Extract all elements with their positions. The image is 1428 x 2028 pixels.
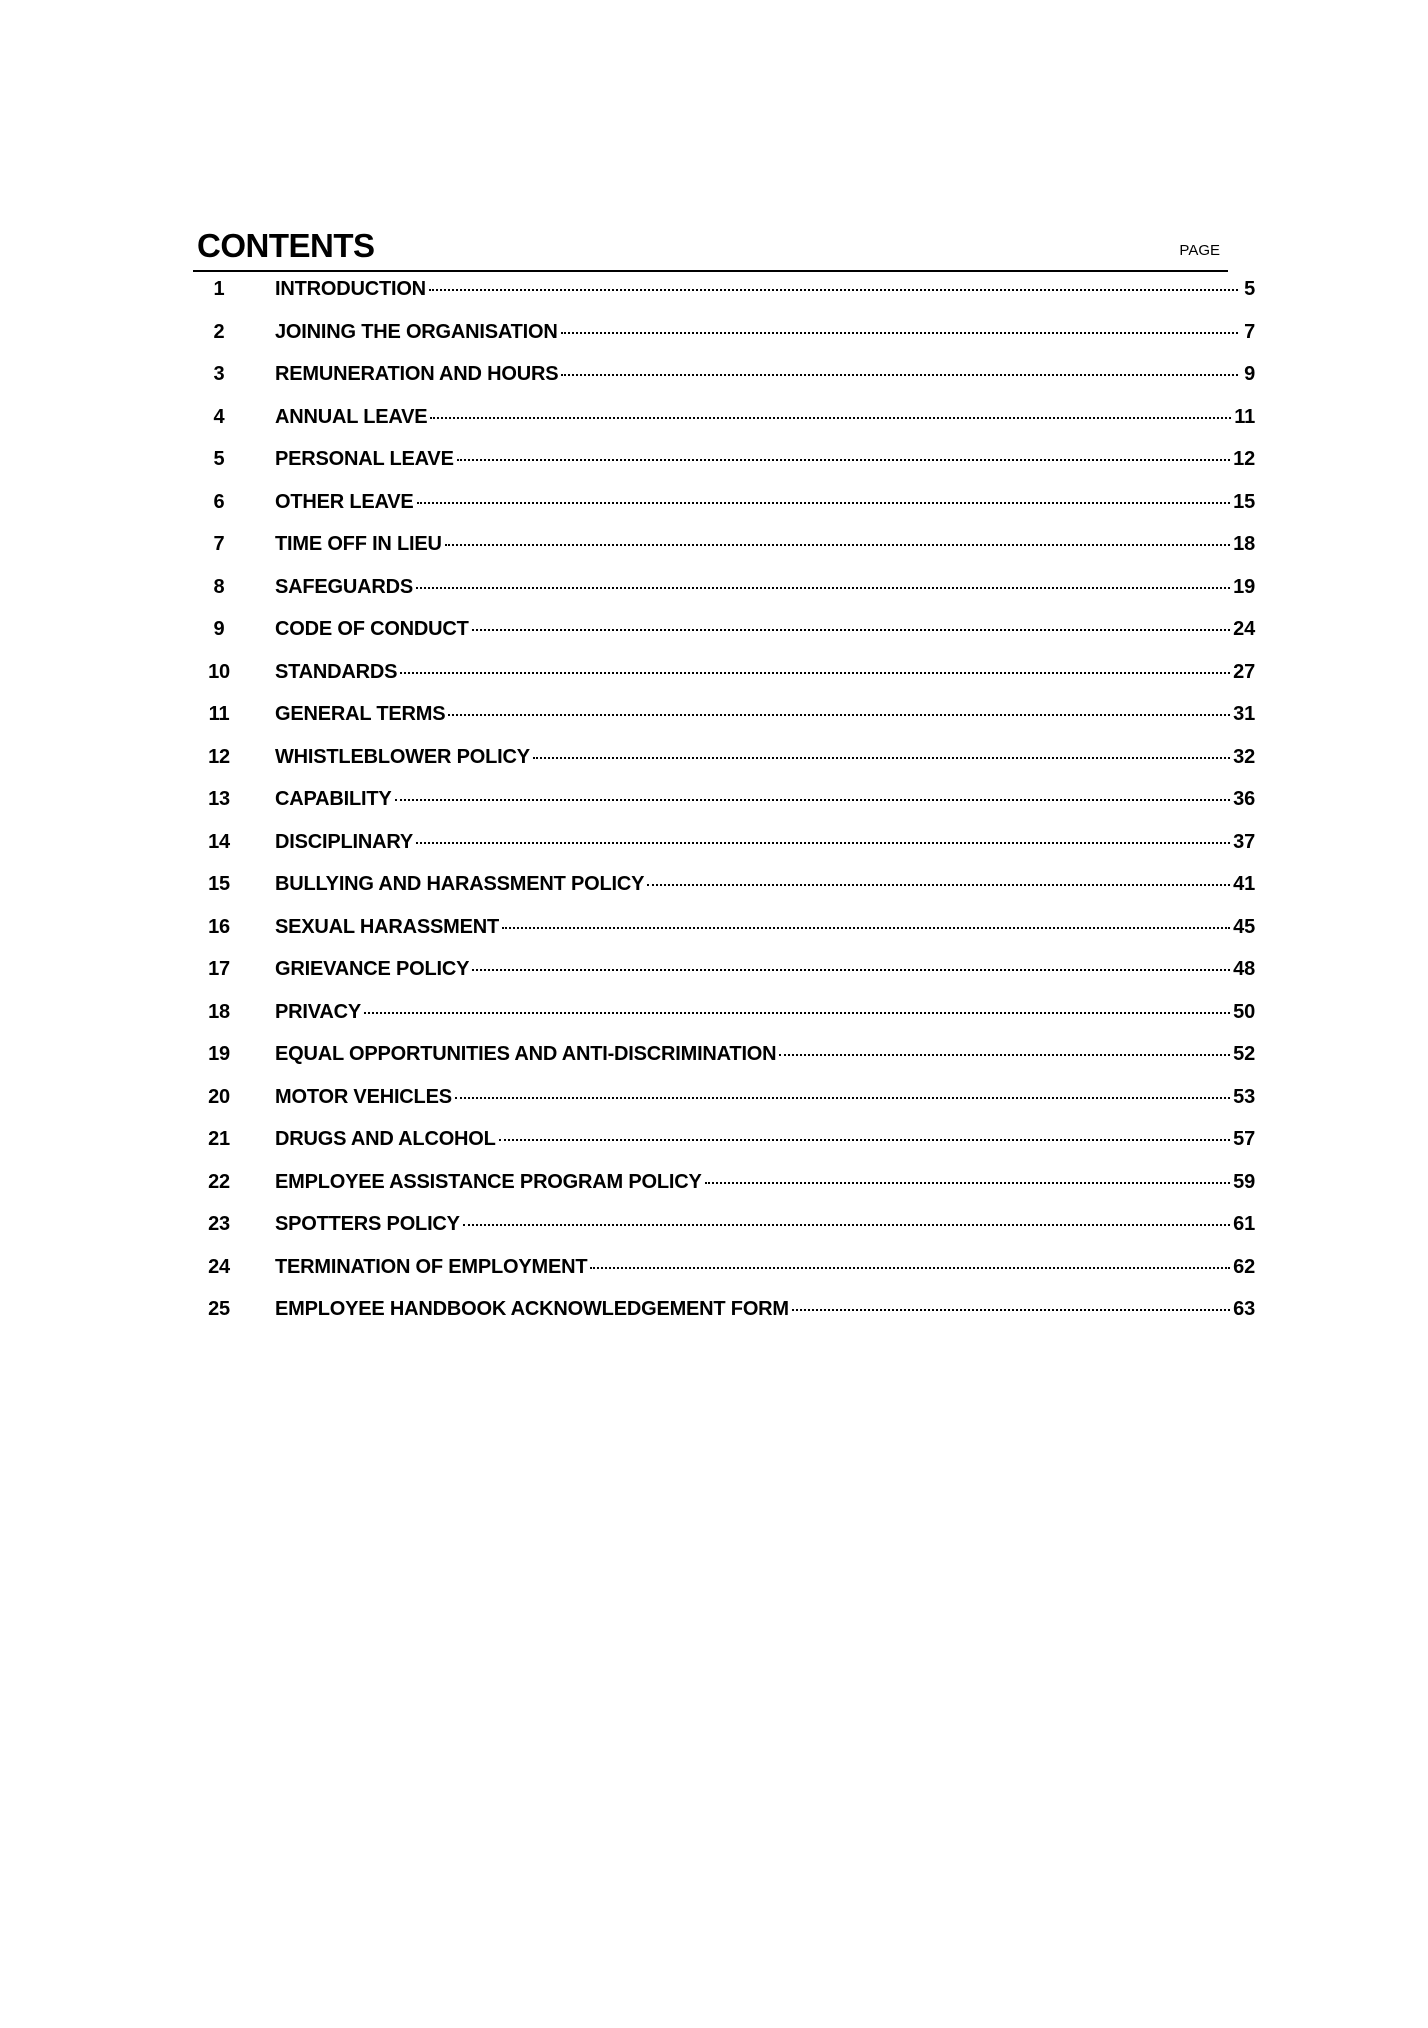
toc-entry-page-number[interactable]: 50 [1233,1000,1255,1023]
toc-entry-page-number[interactable]: 5 [1244,278,1255,300]
toc-entry-page-number[interactable]: 45 [1233,915,1255,938]
toc-entry[interactable] [193,445,1255,488]
toc-entry[interactable] [193,488,1255,531]
toc-entry-title[interactable]: TERMINATION OF EMPLOYMENT [275,1255,588,1278]
toc-entry[interactable] [193,1253,1255,1296]
toc-entry-title[interactable]: STANDARDS [275,660,398,683]
toc-entry[interactable] [193,530,1255,573]
toc-entry-page-number[interactable]: 37 [1233,830,1255,853]
toc-entry-page-number[interactable]: 57 [1233,1128,1255,1150]
toc-entry-number: 21 [208,1128,230,1150]
dot-leader [499,1138,1230,1141]
toc-entry-title[interactable]: PERSONAL LEAVE [275,448,454,470]
toc-entry-number: 17 [208,958,230,980]
toc-entry[interactable] [193,573,1255,616]
toc-entry[interactable] [193,658,1255,701]
toc-entry-page-number[interactable]: 18 [1233,533,1255,555]
toc-entry-number: 16 [208,915,230,938]
toc-entry-page-number[interactable]: 62 [1233,1255,1255,1278]
toc-entry-page-number[interactable]: 36 [1233,788,1255,810]
toc-entry[interactable] [193,1083,1255,1126]
toc-entry-number: 5 [213,448,225,470]
toc-entry-page-number[interactable]: 41 [1233,873,1255,895]
toc-entry[interactable] [193,913,1255,956]
dot-leader [364,1011,1230,1014]
toc-entry-title[interactable]: SPOTTERS POLICY [275,1213,460,1235]
dot-leader [779,1053,1230,1056]
toc-entry-title[interactable]: CODE OF CONDUCT [275,618,469,640]
dot-leader [533,756,1230,759]
toc-entry-title[interactable]: EMPLOYEE HANDBOOK ACKNOWLEDGEMENT FORM [275,1298,789,1320]
toc-entry-page-number[interactable]: 53 [1233,1085,1255,1108]
table-of-contents [193,275,1255,1338]
toc-entry-number: 9 [213,618,225,640]
toc-entry-title[interactable]: PRIVACY [275,1000,362,1023]
toc-entry[interactable] [193,870,1255,913]
dot-leader [792,1308,1230,1311]
toc-entry-number: 23 [208,1213,230,1235]
toc-entry-number: 7 [213,533,225,555]
toc-entry[interactable] [193,1210,1255,1253]
toc-entry-title[interactable]: GENERAL TERMS [275,703,446,725]
toc-entry-title[interactable]: GRIEVANCE POLICY [275,958,470,980]
dot-leader [561,373,1238,376]
toc-entry-page-number[interactable]: 19 [1233,575,1255,598]
toc-entry-number: 14 [208,830,230,853]
toc-entry-page-number[interactable]: 61 [1233,1213,1255,1235]
dot-leader [448,713,1230,716]
toc-entry-number: 15 [208,873,230,895]
toc-entry-number: 13 [208,788,230,810]
toc-entry-number: 3 [213,363,225,385]
dot-leader [445,543,1230,546]
toc-entry-page-number[interactable]: 24 [1233,618,1255,640]
toc-entry[interactable] [193,1125,1255,1168]
dot-leader [400,671,1230,674]
toc-entry-title[interactable]: SAFEGUARDS [275,575,414,598]
toc-entry-title[interactable]: REMUNERATION AND HOURS [275,363,559,385]
dot-leader [472,628,1230,631]
toc-entry-number: 4 [213,405,225,428]
dot-leader [455,1096,1230,1099]
dot-leader [416,586,1230,589]
toc-entry-title[interactable]: CAPABILITY [275,788,392,810]
toc-entry-title[interactable]: DISCIPLINARY [275,830,413,853]
toc-entry-page-number[interactable]: 63 [1233,1298,1255,1320]
toc-entry-number: 24 [208,1255,230,1278]
toc-entry-title[interactable]: INTRODUCTION [275,278,426,300]
toc-entry-number: 18 [208,1000,230,1023]
dot-leader [416,841,1230,844]
page-title: CONTENTS [197,227,375,264]
toc-entry-page-number[interactable]: 11 [1234,405,1255,428]
toc-entry[interactable] [193,403,1255,446]
toc-entry-page-number[interactable]: 15 [1233,490,1255,513]
toc-entry-title[interactable]: WHISTLEBLOWER POLICY [275,745,530,768]
toc-entry-number: 12 [208,745,230,768]
toc-entry-page-number[interactable]: 59 [1233,1170,1255,1193]
toc-entry[interactable] [193,275,1255,318]
toc-entry[interactable] [193,743,1255,786]
dot-leader [561,331,1238,334]
dot-leader [429,288,1238,291]
toc-entry-number: 20 [208,1085,230,1108]
toc-entry[interactable] [193,360,1255,403]
toc-entry-number: 22 [208,1170,230,1193]
toc-entry-title[interactable]: OTHER LEAVE [275,490,414,513]
toc-entry-number: 10 [208,660,230,683]
toc-entry[interactable] [193,828,1255,871]
toc-entry-number: 8 [213,575,225,598]
toc-entry[interactable] [193,785,1255,828]
toc-entry-page-number[interactable]: 7 [1244,320,1255,343]
toc-entry-page-number[interactable]: 48 [1233,958,1255,980]
toc-entry-title[interactable]: DRUGS AND ALCOHOL [275,1128,496,1150]
toc-entry-title[interactable]: ANNUAL LEAVE [275,405,428,428]
toc-entry-page-number[interactable]: 9 [1244,363,1255,385]
toc-entry-page-number[interactable]: 52 [1233,1043,1255,1065]
dot-leader [472,968,1230,971]
toc-entry-number: 19 [208,1043,230,1065]
toc-entry-number: 1 [213,278,225,300]
toc-entry[interactable] [193,700,1255,743]
dot-leader [395,798,1231,801]
toc-entry-page-number[interactable]: 32 [1233,745,1255,768]
toc-entry-title[interactable]: MOTOR VEHICLES [275,1085,452,1108]
toc-entry-page-number[interactable]: 12 [1233,448,1255,470]
toc-entry-number: 6 [213,490,225,513]
toc-entry-number: 11 [208,703,230,725]
toc-entry-title[interactable]: EQUAL OPPORTUNITIES AND ANTI-DISCRIMINATION [275,1043,777,1065]
toc-entry-number: 25 [208,1298,230,1320]
dot-leader [430,416,1231,419]
toc-entry[interactable] [193,615,1255,658]
toc-entry[interactable] [193,1040,1255,1083]
toc-entry[interactable] [193,955,1255,998]
toc-entry-page-number[interactable]: 27 [1233,660,1255,683]
dot-leader [647,883,1230,886]
toc-header [193,218,1228,272]
toc-entry[interactable] [193,1168,1255,1211]
page-column-label: PAGE [1179,242,1220,259]
toc-entry-page-number[interactable]: 31 [1233,703,1255,725]
dot-leader [457,458,1230,461]
toc-entry[interactable] [193,318,1255,361]
toc-entry-title[interactable]: BULLYING AND HARASSMENT POLICY [275,873,645,895]
toc-entry-number: 2 [213,320,225,343]
dot-leader [705,1181,1231,1184]
dot-leader [590,1266,1230,1269]
toc-entry-title[interactable]: TIME OFF IN LIEU [275,533,442,555]
dot-leader [417,501,1231,504]
dot-leader [502,926,1230,929]
dot-leader [463,1223,1230,1226]
toc-entry-title[interactable]: SEXUAL HARASSMENT [275,915,500,938]
toc-entry-title[interactable]: JOINING THE ORGANISATION [275,320,558,343]
toc-entry[interactable] [193,1295,1255,1338]
toc-entry-title[interactable]: EMPLOYEE ASSISTANCE PROGRAM POLICY [275,1170,702,1193]
toc-entry[interactable] [193,998,1255,1041]
